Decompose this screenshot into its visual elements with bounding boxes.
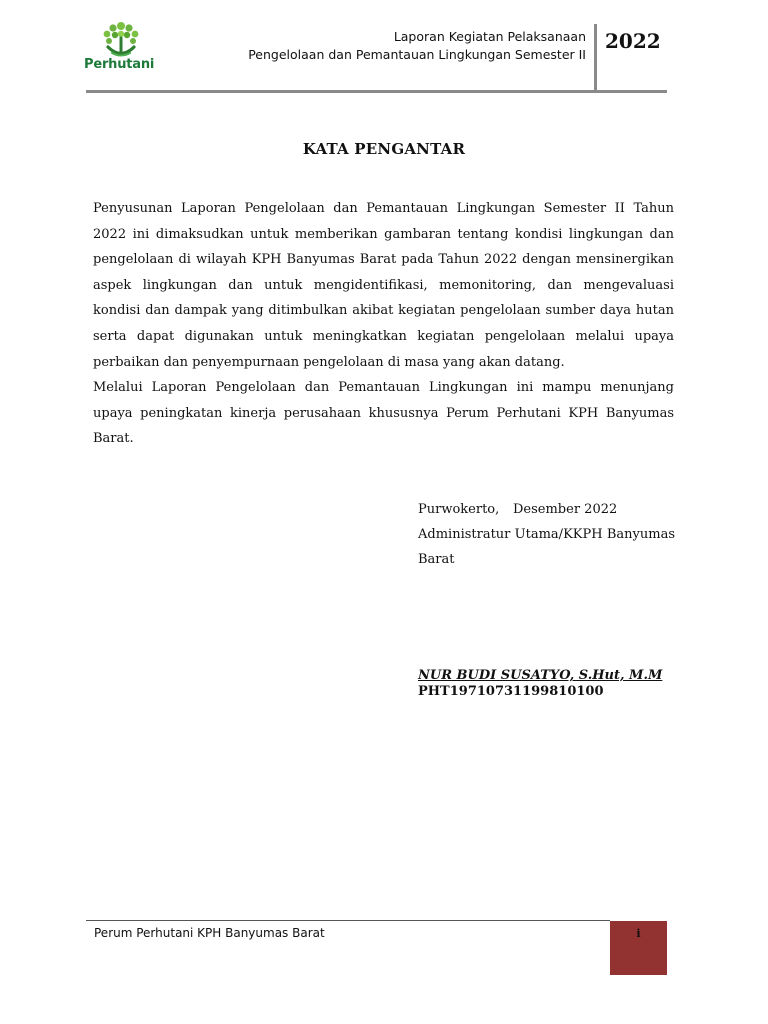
page-number-box: [610, 921, 667, 975]
footer-org: Perum Perhutani KPH Banyumas Barat: [94, 926, 325, 940]
header-title-line1: Laporan Kegiatan Pelaksanaan: [393, 29, 586, 44]
signatory-name: NUR BUDI SUSATYO, S.Hut, M.M: [418, 668, 663, 683]
signature-role: Administratur Utama/KKPH Banyumas Barat: [418, 527, 675, 567]
signature-city: Purwokerto,: [418, 502, 500, 517]
body-text: [93, 196, 674, 452]
paragraph-2: Melalui Laporan Pengelolaan dan Pemantauan Lingkungan ini mampu menunjang upaya peningkatan kinerja perusahaan khususnya Perum Perhutani KPH Banyumas Barat.: [93, 380, 674, 447]
signature-date: Desember 2022: [513, 502, 618, 517]
header-divider: [86, 90, 667, 93]
page-number: i: [636, 927, 641, 940]
signature-block: [418, 497, 675, 572]
header-title: [248, 28, 586, 64]
logo-wordmark: Perhutani: [84, 57, 155, 72]
header-divider-vertical: [594, 24, 597, 92]
signatory-nip: PHT19710731199810100: [418, 684, 604, 699]
header-title-line2: Pengelolaan dan Pemantauan Lingkungan Semester II: [248, 47, 586, 62]
paragraph-1: Penyusunan Laporan Pengelolaan dan Pemantauan Lingkungan Semester II Tahun 2022 ini dimaksudkan untuk memberikan gambaran tentang kondisi lingkungan dan pengelolaan di wilayah KPH Banyumas Barat pada Tahun 2022 dengan mensinergikan aspek lingkungan dan untuk mengidentifikasi, memonitoring, dan mengevaluasi kondisi dan dampak yang ditimbulkan akibat kegiatan pengelolaan sumber daya hutan serta dapat digunakan untuk meningkatkan kegiatan pengelolaan melalui upaya perbaikan dan penyempurnaan pengelolaan di masa yang akan datang.: [93, 201, 674, 370]
signature-place-date: [418, 497, 675, 522]
footer-divider: [86, 920, 610, 921]
header-year: 2022: [605, 29, 661, 53]
page-title: KATA PENGANTAR: [302, 140, 466, 158]
